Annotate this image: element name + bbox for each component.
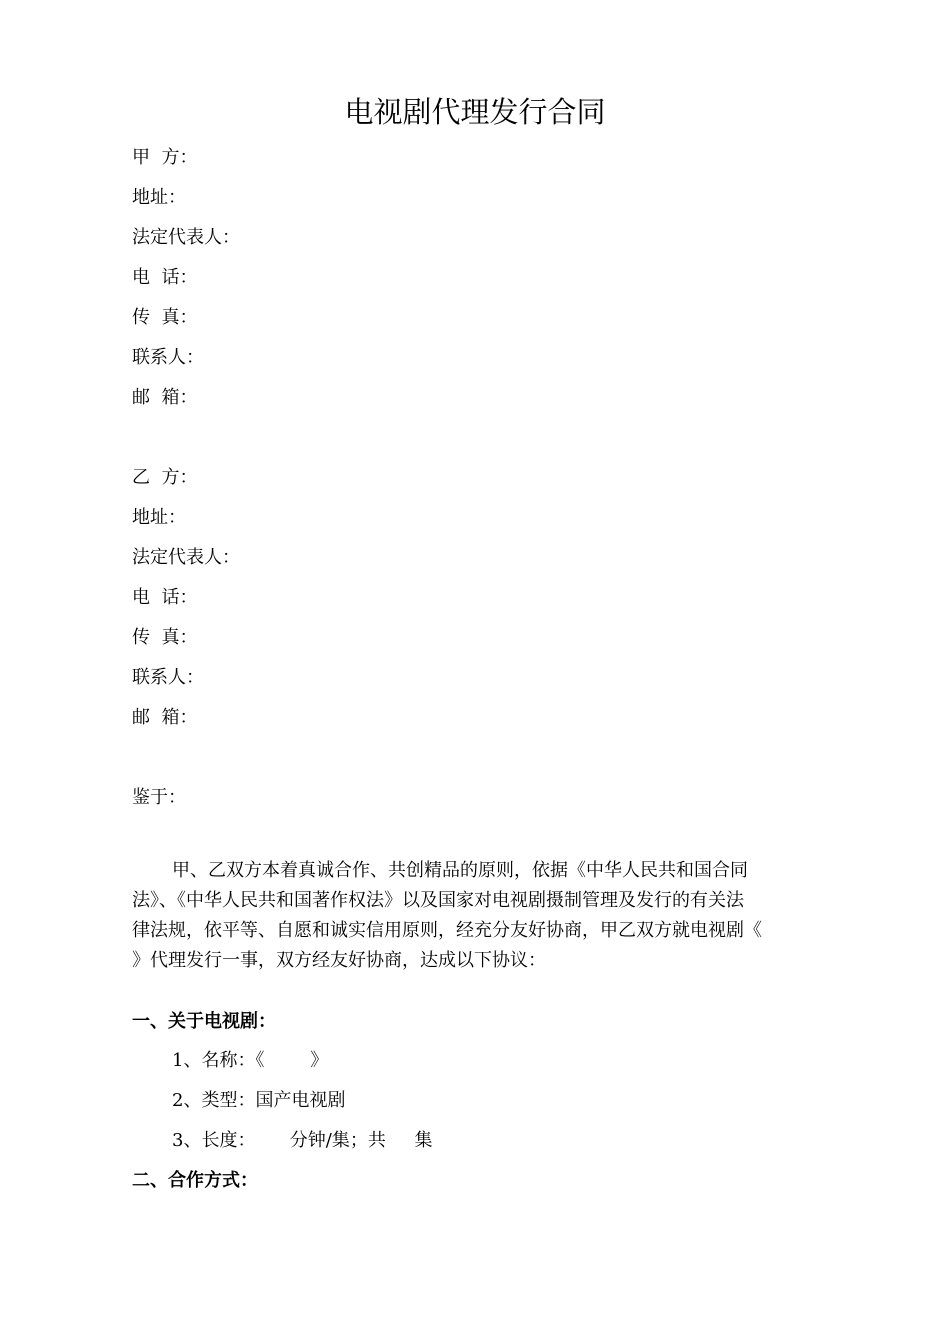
whereas-label: 鉴于：	[132, 787, 186, 808]
party-a-fax: 传 真：	[132, 307, 198, 328]
preamble-line-1: 甲、乙双方本着真诚合作、共创精品的原则，依据《中华人民共和国合同	[172, 860, 748, 881]
party-a-label: 甲 方：	[132, 147, 198, 168]
section-1-item-name: 1、名称：《 》	[172, 1050, 329, 1071]
preamble-line-3: 律法规，依平等、自愿和诚实信用原则，经充分友好协商，甲乙双方就电视剧《	[132, 920, 762, 941]
document-title: 电视剧代理发行合同	[344, 95, 606, 129]
party-b-email: 邮 箱：	[132, 707, 198, 728]
party-b-legal-rep: 法定代表人：	[132, 547, 240, 568]
party-a-phone: 电 话：	[132, 267, 198, 288]
preamble-line-4: 》代理发行一事，双方经友好协商，达成以下协议：	[132, 950, 546, 971]
section-1-item-length: 3、长度： 分钟/集；共 集	[172, 1130, 433, 1151]
party-b-contact: 联系人：	[132, 667, 204, 688]
party-b-phone: 电 话：	[132, 587, 198, 608]
party-b-address: 地址：	[132, 507, 186, 528]
party-a-email: 邮 箱：	[132, 387, 198, 408]
section-1-heading: 一、关于电视剧：	[132, 1011, 276, 1032]
section-2-heading: 二、合作方式：	[132, 1170, 258, 1191]
party-b-label: 乙 方：	[132, 467, 198, 488]
party-a-legal-rep: 法定代表人：	[132, 227, 240, 248]
section-1-item-type: 2、类型：国产电视剧	[172, 1090, 346, 1111]
party-b-fax: 传 真：	[132, 627, 198, 648]
party-a-contact: 联系人：	[132, 347, 204, 368]
party-a-address: 地址：	[132, 187, 186, 208]
preamble-line-2: 法》、《中华人民共和国著作权法》以及国家对电视剧摄制管理及发行的有关法	[132, 890, 744, 911]
